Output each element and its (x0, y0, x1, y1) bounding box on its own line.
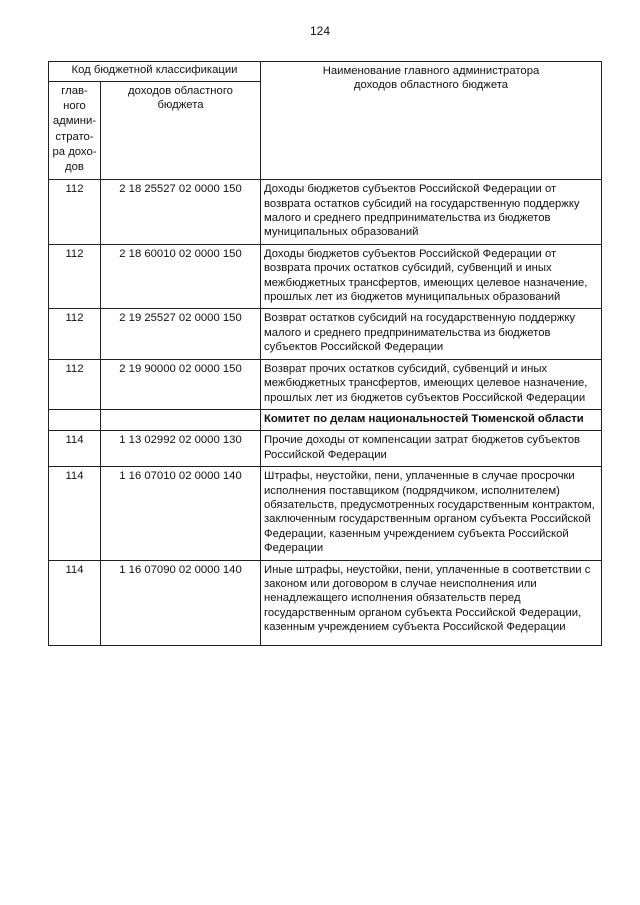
header-admin-line: страто- (55, 130, 94, 143)
header-row-group (49, 62, 602, 82)
admin-code-cell: 112 (49, 359, 101, 409)
header-admin-line: админи- (52, 115, 97, 128)
income-name-cell: Доходы бюджетов субъектов Российской Федерации от возврата прочих остатков субсидий, субвенций и иных межбюджетных трансфертов, имеющих целевое назначение, прошлых лет из бюджетов муниципальных образований (261, 244, 602, 309)
income-code-cell (101, 409, 261, 430)
header-budget-classification-code: Код бюджетной классификации (49, 62, 261, 82)
income-name-cell: Возврат остатков субсидий на государственную поддержку малого и среднего предпринимательства из бюджетов субъектов Российской Федерации (261, 309, 602, 359)
table-row (49, 560, 602, 645)
income-code-cell: 2 19 25527 02 0000 150 (101, 309, 261, 359)
table-row (49, 180, 602, 245)
header-income-line: бюджета (157, 99, 204, 112)
page-number: 124 (309, 24, 331, 38)
income-name-cell: Штрафы, неустойки, пени, уплаченные в случае просрочки исполнения поставщиком (подрядчиком, исполнителем) обязательств, предусмотренных государственным контрактом, заключенным государственным органом субъекта Российской Федерации, казенным учреждением субъекта Российской Федерации (261, 467, 602, 560)
income-name-cell: Прочие доходы от компенсации затрат бюджетов субъектов Российской Федерации (261, 431, 602, 467)
header-administrator-name (261, 62, 602, 180)
income-name-cell: Иные штрафы, неустойки, пени, уплаченные в соответствии с законом или договором в случае неисполнения или ненадлежащего исполнения обязательств перед государственным органом субъекта Российской Федерации, казенным учреждением субъекта Российской Федерации (261, 560, 602, 645)
income-code-cell: 1 16 07090 02 0000 140 (101, 560, 261, 645)
income-name-cell: Возврат прочих остатков субсидий, субвенций и иных межбюджетных трансфертов, имеющих целевое назначение, прошлых лет из бюджетов субъектов Российской Федерации (261, 359, 602, 409)
income-code-cell: 1 13 02992 02 0000 130 (101, 431, 261, 467)
income-name-cell: Доходы бюджетов субъектов Российской Федерации от возврата остатков субсидий на государственную поддержку малого и среднего предпринимательства из бюджетов муниципальных образований (261, 180, 602, 245)
income-code-cell: 2 19 90000 02 0000 150 (101, 359, 261, 409)
header-name-line: доходов областного бюджета (353, 79, 509, 92)
admin-code-cell: 112 (49, 180, 101, 245)
header-chief-administrator (49, 82, 101, 180)
budget-classification-table (48, 61, 602, 646)
admin-code-cell (49, 409, 101, 430)
table-row (49, 359, 602, 409)
section-title: Комитет по делам национальностей Тюменской области (261, 409, 602, 430)
table-row (49, 467, 602, 560)
table-row (49, 244, 602, 309)
admin-code-cell: 114 (49, 467, 101, 560)
admin-code-cell: 114 (49, 431, 101, 467)
table-row (49, 431, 602, 467)
section-heading-row (49, 409, 602, 430)
header-regional-budget-income (101, 82, 261, 180)
header-name-line: Наименование главного администратора (322, 65, 540, 77)
income-code-cell: 2 18 60010 02 0000 150 (101, 244, 261, 309)
admin-code-cell: 114 (49, 560, 101, 645)
admin-code-cell: 112 (49, 244, 101, 309)
header-admin-line: ного (63, 100, 86, 113)
header-admin-line: ра дохо- (52, 145, 97, 158)
header-admin-line: дов (65, 161, 84, 174)
income-code-cell: 1 16 07010 02 0000 140 (101, 467, 261, 560)
table-row (49, 309, 602, 359)
header-admin-line: глав- (61, 85, 88, 97)
header-income-line: доходов областного (128, 85, 233, 97)
admin-code-cell: 112 (49, 309, 101, 359)
income-code-cell: 2 18 25527 02 0000 150 (101, 180, 261, 245)
